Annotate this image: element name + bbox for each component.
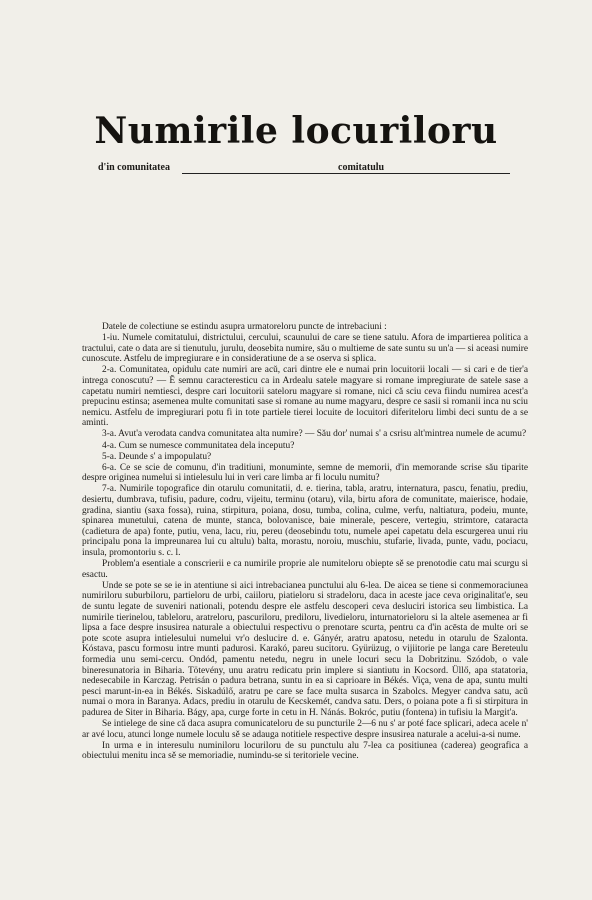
paragraph-examples: Unde se pote se se ie in atentiune si aici intrebacianea punctului alu 6-lea. De aicea se tiene si conmemoraciunea numiriloru suburbiloru, partieloru de urbi, caiiloru, piatieloru si stradeloru, daca in aceste jace ceva originalitat'e, seu de suntu legate de suveniri nationali, potendu despre ele astfelu descoperi ceva desluciri istorica seu limbistica. La numirile tierinelou, tableloru, aratreloru, pascuriloru, prediloru, livedieloru, inturnatorieloru si la altele asemenea ar fi lipsa a face despre insusirea naturale a obiectului respectivu o prenotare scurta, pentru ca d'in acēsta de multe ori se pote scote asupra intielesului numelui vr'o deslucire d. e. Gányér, aratru apatosu, netedu in otarulu de Szalonta. Kóstava, pascu formosu intre munti padurosi. Karakó, pareu sucitoru. Gyürüzug, o vijiitorie pe langa care Bereteulu formedia unu semi-cercu. Ondód, pamentu netedu, negru in unele locuri secu la Dobritzinu. Szódob, o vale bineresunatoria in Biharia. Tötevény, unu aratru redicatu prin implere si siantiutu in Kocsord. Üllő, apa statatoria, nedesecabile in Karczag. Petrisán o padura betrana, suntu in ea si caprioare in Békés. Viça, vena de apa, suntu multi pesci marunt-in-ea in Békés. Siskadúlő, aratru pe care se face multa susarca in Szabolcs. Megyer candva satu, acŭ numai o mora in Baranya. Adacs, prediu in otarulu de Kecskemét, candva satu. Ders, o poiana pote a fi si stirpitura in padurea de Siter in Biharia. Bágy, apa, curge forte in cetu in H. Nánás. Bokróc, putiu (fontena) in tufisiu la Margit'a. (82, 580, 528, 718)
paragraph-note: Se intielege de sine că daca asupra comunicateloru de su puncturile 2—6 nu s' ar poté face splicari, adeca acele n' ar avé locu, atunci longe numele loculu sě se adauga notitiele respective despre insusirea naturale a acelui-a-si nume. (82, 718, 528, 740)
label-comitat: comitatulu (338, 162, 385, 173)
paragraph-point-3: 3-a. Avut'a verodata candva comunitatea alta numire? — Său dor' numai s' a csrisu alt'mintrea numele de acumu? (102, 429, 527, 440)
page-title: Numirile locuriloru (94, 110, 498, 153)
paragraph-point-1: 1-iu. Numele comitatului, districtului, cercului, scaunului de care se tiene satulu. Afora de impartierea politica a tractului, cate o data are si tienutulu, jurulu, deosebita numire, său o multieme de sate suntu su un'a — si aceasi numire cunoscute. Astfelu de impregiurare e in consideratiune de a se oserva si splica. (82, 333, 528, 365)
paragraph-final: In urma e in interesulu numiniloru locuriloru de su punctulu alu 7-lea ca positiunea (caderea) geografica a obiectului menitu inca sě se memoriadie, numindu-se si teritoriele vecine. (82, 740, 528, 762)
paragraph-point-7: 7-a. Numirile topografice din otarulu comunitatii, d. e. tierina, tabla, aratru, internatura, pascu, fenatiu, prediu, desiertu, dumbrava, tufisiu, padure, codru, vijeitu, terminu (otaru), vila, birtu afora de comunitate, maierisce, hodaie, gradina, siantiu (saxa fossa), ruina, stirpitura, poiana, dosu, tumba, colina, culme, verfu, naltiatura, podeiu, munte, spinarea munetului, catena de munte, stanca, bolovanisce, baie minerale, pescere, vertegiu, strimtore, cataracta (cadietura de apa) fonte, putiu, vena, lacu, riu, pereu (deosebindu totu, numele apei capetatu dela escurgerea unui riu principalu pona la impreunarea lui cu altulu) balta, morastu, noroiu, muschiu, stufarie, livada, punte, vadu, pociacu, insula, promontoriu s. c. l. (82, 484, 528, 558)
paragraph-point-6: 6-a. Ce se scie de comunu, d'in traditiuni, monuminte, semne de memorii, d'in memorande scrise său tiparite despre originea numelui si intielesulu lui in veri care limba ar fi loculu numitu? (82, 462, 528, 484)
blank-comitat (390, 173, 510, 174)
paragraph-point-4: 4-a. Cum se numesce communitatea dela inceputu? (102, 440, 295, 451)
document-body (82, 322, 528, 762)
paragraph-point-5: 5-a. Deunde s' a impopulatu? (102, 451, 212, 462)
paragraph-problem: Problem'a esentiale a conscrierii e ca numirile proprie ale numiteloru obiepte sě se prenotodie catu mai scurgu si esactu. (82, 559, 528, 580)
form-header-line (98, 162, 518, 176)
paragraph-point-2: 2-a. Comunitatea, opidulu cate numiri are acŭ, cari dintre ele e numai prin locuitorii locali — si cari e de tier'a intrega conoscutu? — Ĕ semnu caracteresticu ca in Ardealu satele magyare si romane impregiurate de satele sase a capetatu numiri nemtiesci, despre cari locuitorii sateloru magyare si romane, nici că sciu ceva fiindu numirea acest'a prepucinu estinsa; asemenea multe comunitati sase si romane au nume magyaru, despre ce sasii si romanii inca nu sciu nemicu. Astfelu de impregiurari potu fi in tote partiele tierei locuite de locuitori diferiteloru limbi deci suntu de a se aminti. (82, 365, 528, 429)
label-comunitate: d'in comunitatea (98, 162, 170, 173)
paragraph-intro: Datele de colectiune se estindu asupra urmatoreloru puncte de intrebaciuni : (102, 322, 387, 332)
